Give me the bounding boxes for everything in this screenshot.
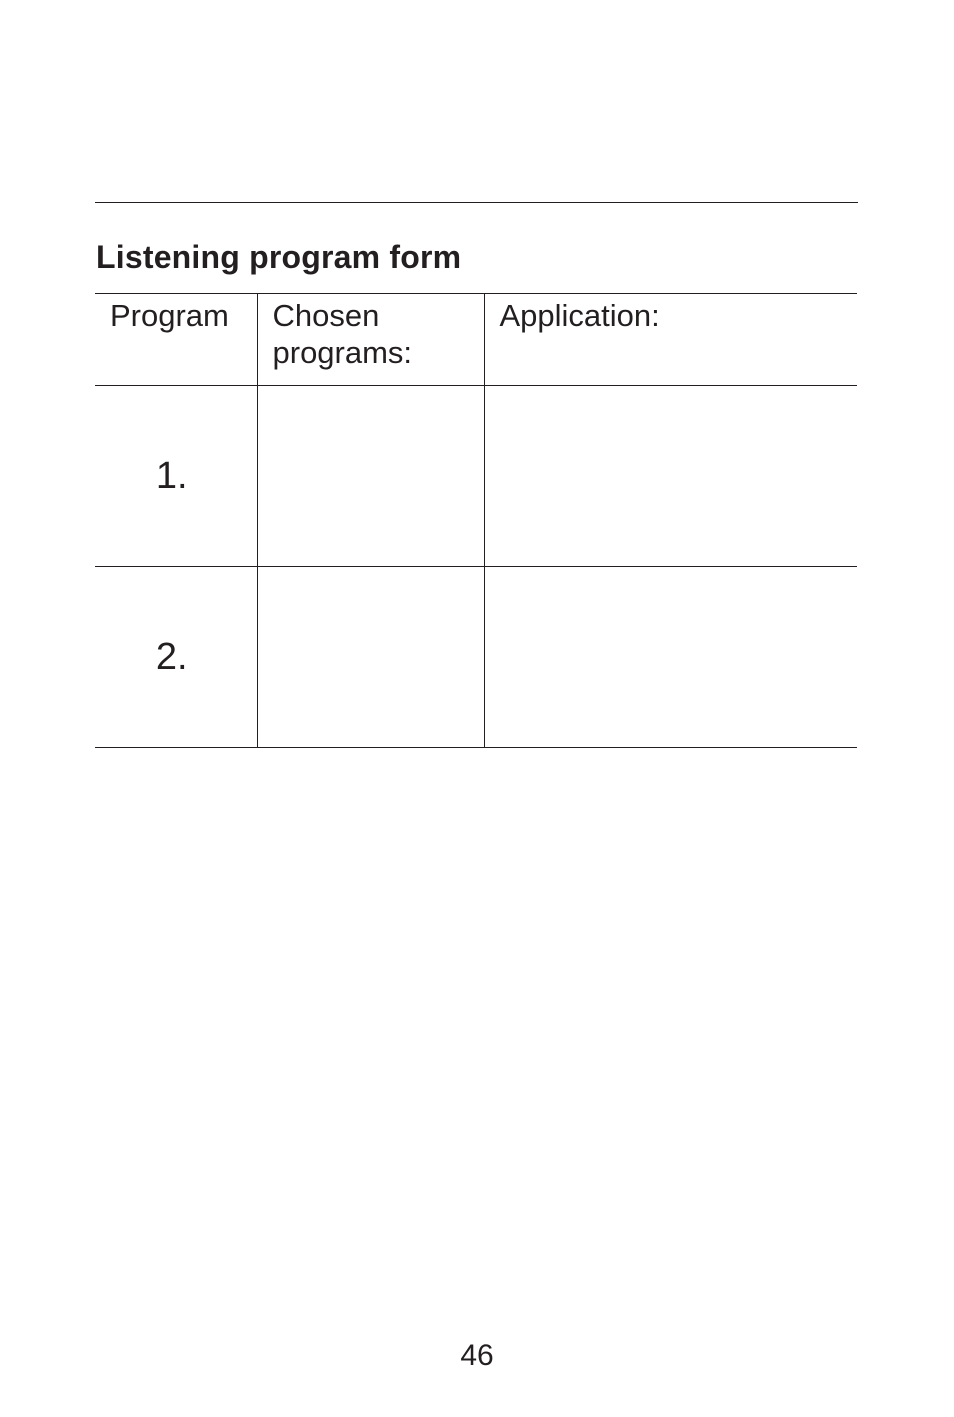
header-chosen-programs: Chosen programs: <box>257 294 484 386</box>
page-number: 46 <box>460 1339 494 1372</box>
table-row <box>95 386 857 567</box>
section-title: Listening program form <box>96 239 462 275</box>
application-cell[interactable] <box>484 386 857 567</box>
chosen-program-cell[interactable] <box>257 567 484 748</box>
chosen-program-cell[interactable] <box>257 386 484 567</box>
top-divider <box>95 202 858 203</box>
table-header-row <box>95 294 857 386</box>
header-application: Application: <box>484 294 857 386</box>
program-number: 1. <box>155 454 188 497</box>
listening-program-table <box>95 293 857 748</box>
program-number-cell <box>95 567 257 748</box>
program-number: 2. <box>155 635 188 678</box>
application-cell[interactable] <box>484 567 857 748</box>
table-row <box>95 567 857 748</box>
program-number-cell <box>95 386 257 567</box>
header-program: Program <box>95 294 257 386</box>
